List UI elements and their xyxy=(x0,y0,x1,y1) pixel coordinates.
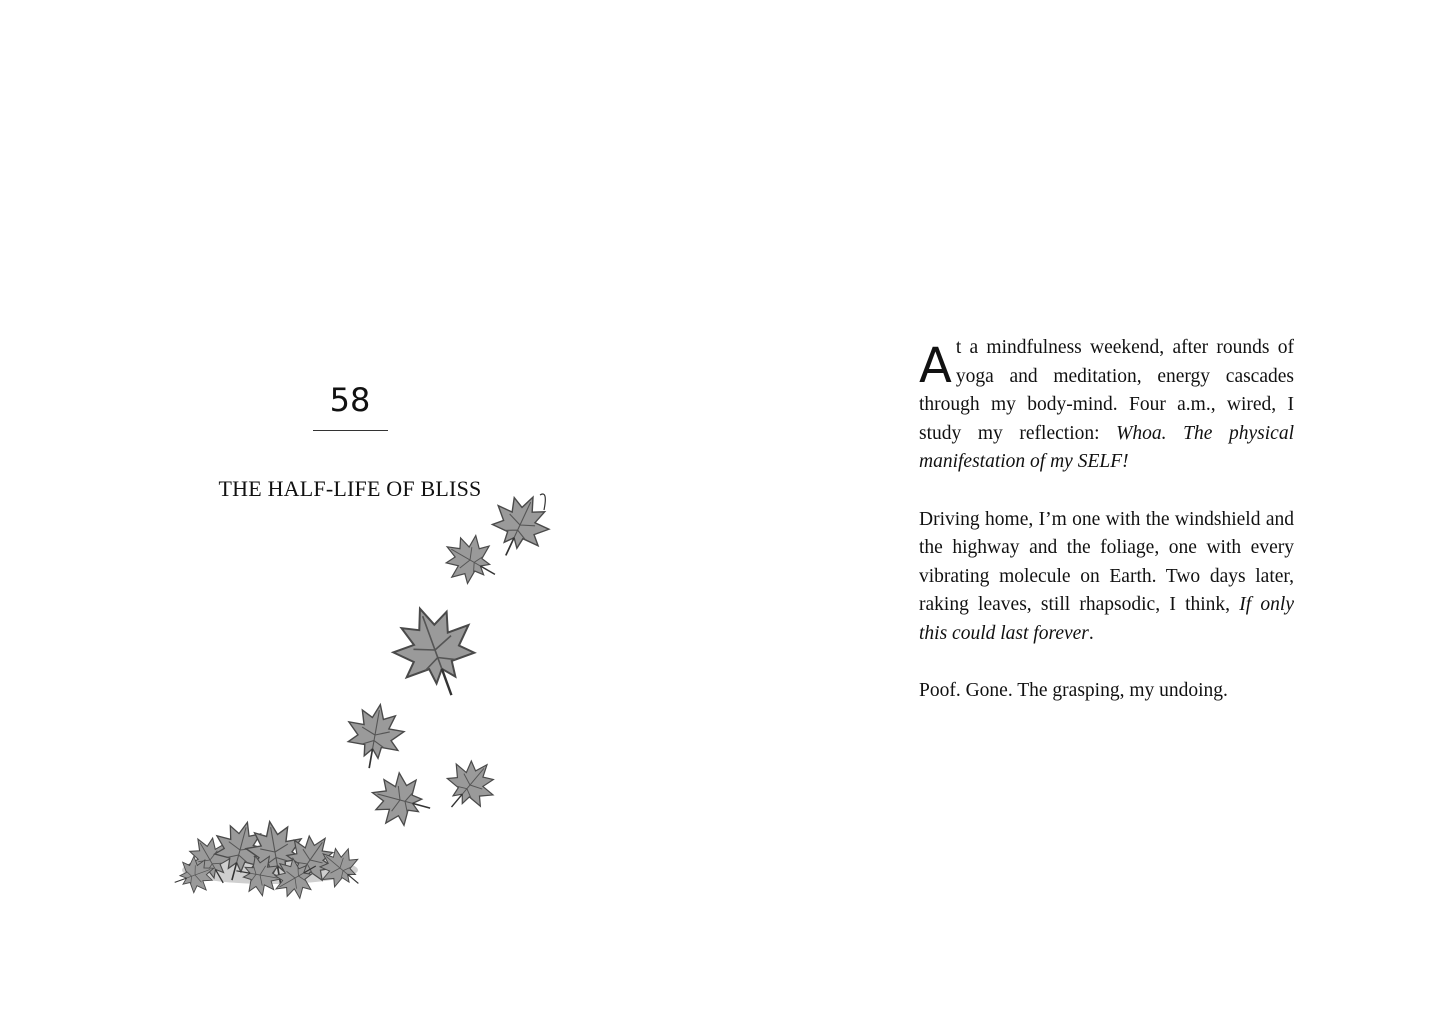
paragraph-2-end: . xyxy=(1088,622,1094,644)
paragraph-1-text: t a mindfulness weekend, after rounds of yoga and meditation, energy cascades through my body-mind. Four a.m., wired, I study my reflection: xyxy=(919,337,1294,444)
chapter-title: THE HALF-LIFE OF BLISS xyxy=(218,476,482,501)
leaf-pile-icon xyxy=(170,816,371,900)
paragraph-2-italic: If only this could last forever xyxy=(919,594,1295,644)
leaf-icon xyxy=(342,700,408,773)
drop-cap: A xyxy=(919,338,952,394)
chapter-number: 58 xyxy=(329,381,371,419)
paragraph-1 xyxy=(919,334,1294,477)
leaf-icon xyxy=(433,749,505,822)
right-page xyxy=(728,0,1456,1019)
leaf-icon xyxy=(382,595,489,709)
leaf-icon xyxy=(480,485,558,567)
falling-leaves-illustration xyxy=(170,480,570,900)
chapter-rule-divider xyxy=(313,430,388,431)
leaf-icon xyxy=(435,526,507,595)
paragraph-2-text: Driving home, I’m one with the windshield and the highway and the foliage, one with every vibrating molecule on Earth. Two days later, raking leaves, still rhapsodic, I think, xyxy=(919,508,1294,616)
paragraph-1-italic: Whoa. The physical manifestation of my SELF! xyxy=(919,422,1294,473)
leaf-icon xyxy=(366,767,437,833)
paragraph-2 xyxy=(919,506,1294,649)
paragraph-3: Poof. Gone. The grasping, my undoing. xyxy=(919,680,1228,702)
body-text xyxy=(919,334,1294,734)
